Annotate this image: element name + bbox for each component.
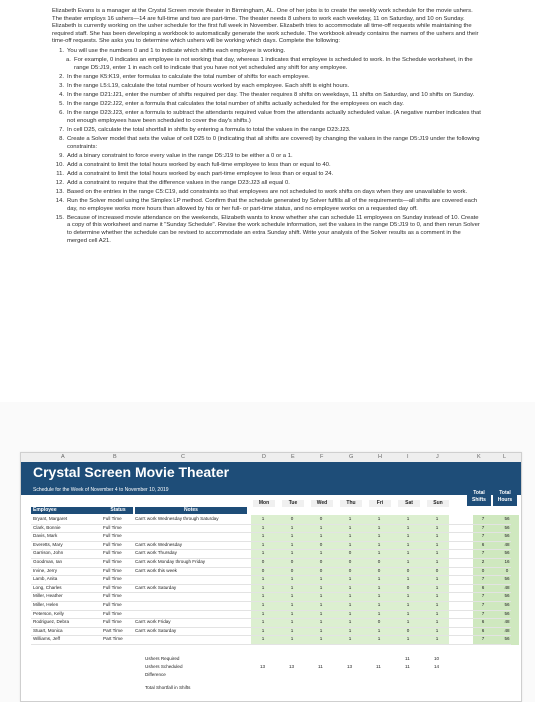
- shift-cell[interactable]: 1: [261, 541, 265, 547]
- shift-cell[interactable]: 0: [261, 559, 265, 564]
- header-total-hours[interactable]: Total Hours: [493, 490, 517, 506]
- shift-cell[interactable]: 0: [435, 567, 439, 573]
- column-letter[interactable]: C: [181, 454, 185, 460]
- shift-cell[interactable]: 1: [406, 602, 410, 607]
- shift-cell[interactable]: 1: [348, 627, 352, 633]
- step-3: [52, 83, 482, 91]
- shift-cell[interactable]: 1: [348, 576, 352, 582]
- employee-name-cell[interactable]: Garrison, John: [33, 550, 64, 556]
- shift-cell[interactable]: 1: [377, 524, 381, 530]
- notes-cell[interactable]: Can't work this week: [135, 567, 177, 573]
- notes-cell[interactable]: Can't work Monday through Friday: [135, 559, 206, 564]
- notes-cell[interactable]: [135, 592, 247, 601]
- sheet-title[interactable]: Crystal Screen Movie Theater: [33, 464, 230, 480]
- title-band: [21, 462, 521, 486]
- column-letter[interactable]: E: [291, 454, 295, 460]
- employee-name-cell[interactable]: Long, Charles: [33, 584, 62, 590]
- notes-cell[interactable]: Can't work Wednesday: [135, 541, 183, 547]
- step-text: Based on the entries in the range C5:C19, add constraints so that employees are not scheduled to work shifts on days when they are unavailable to work.: [67, 188, 468, 195]
- status-cell[interactable]: Full Time: [103, 524, 122, 530]
- shift-cell[interactable]: 1: [319, 550, 323, 556]
- step-text: Add a constraint to limit the total hours worked by each full-time employee to less than or equal to 40.: [67, 161, 331, 168]
- total-shifts-cell[interactable]: 0: [481, 567, 485, 573]
- shift-cell[interactable]: 1: [435, 533, 439, 539]
- shift-cell[interactable]: 1: [348, 541, 352, 547]
- shift-cell[interactable]: 1: [290, 533, 294, 539]
- step-5: [52, 101, 482, 109]
- header-day[interactable]: Thu: [340, 500, 362, 507]
- shift-cell[interactable]: 1: [377, 610, 381, 616]
- status-cell[interactable]: Full Time: [103, 541, 122, 547]
- total-shifts-cell[interactable]: 7: [481, 550, 485, 556]
- shift-cell[interactable]: 0: [319, 541, 323, 547]
- scheduled-value-cell[interactable]: 13: [347, 664, 353, 669]
- shift-cell[interactable]: 1: [290, 584, 294, 590]
- header-notes[interactable]: Notes: [135, 507, 247, 514]
- scheduled-value-cell[interactable]: 11: [405, 664, 410, 669]
- status-cell[interactable]: Full Time: [103, 593, 122, 599]
- shift-cell[interactable]: 1: [348, 524, 352, 530]
- shift-cell[interactable]: 1: [319, 584, 323, 590]
- shift-cell[interactable]: 0: [377, 559, 381, 564]
- shift-cell[interactable]: 1: [406, 559, 410, 564]
- status-cell[interactable]: Full Time: [103, 533, 122, 539]
- shift-cell[interactable]: 0: [406, 567, 410, 573]
- total-hours-cell[interactable]: 56: [504, 533, 510, 539]
- step-number: 12.: [55, 179, 64, 186]
- column-letter[interactable]: F: [320, 454, 324, 460]
- shift-cell[interactable]: 1: [348, 533, 352, 539]
- total-shifts-cell[interactable]: 7: [481, 602, 485, 607]
- total-shortfall-label: Total Shortfall in Shifts: [145, 685, 191, 690]
- shift-cell[interactable]: 1: [435, 619, 439, 625]
- notes-cell[interactable]: Can't work Saturday: [135, 627, 177, 633]
- step-number: 10.: [55, 161, 64, 168]
- status-cell[interactable]: Full Time: [103, 619, 122, 625]
- shift-cell[interactable]: 1: [348, 516, 352, 521]
- total-hours-cell[interactable]: 48: [504, 619, 510, 625]
- instructions-text: [52, 8, 482, 247]
- step-number: 4.: [59, 91, 64, 98]
- subtitle-band: [21, 486, 521, 495]
- step-number: 5.: [59, 101, 64, 108]
- total-shifts-cell[interactable]: 6: [481, 541, 485, 547]
- status-cell[interactable]: Full Time: [103, 602, 122, 607]
- instructions-intro: Elizabeth Evans is a manager at the Crystal Screen movie theater in Birmingham, AL. One of her jobs is to create the weekly work schedule for the movie ushers. The theater employs 16 ushers—14 are full-time and two are part-time. The theater needs 8 ushers to work each weekday, 11 on Saturday, and 10 on Sunday. Elizabeth is currently working on the usher schedule for the first full week in November. Elizabeth tries to accommodate all time-off requests while maintaining the required staff. She has been developing a workbook to automatically generate the work schedule. The workbook already contains the names of the ushers and their time-off requests. She asks you to determine which ushers will be working which days. Complete the following:: [52, 8, 479, 45]
- header-day[interactable]: Sun: [427, 500, 449, 507]
- notes-cell[interactable]: Can't work Thursday: [135, 550, 177, 556]
- step-text: In the range L5:L19, calculate the total number of hours worked by each employee. Each shift is eight hours.: [67, 82, 350, 89]
- shift-cell[interactable]: 1: [435, 524, 439, 530]
- step-text: In the range K5:K19, enter formulas to calculate the total number of shifts for each employee.: [67, 73, 310, 80]
- total-hours-cell[interactable]: 16: [504, 559, 510, 564]
- shift-cell[interactable]: 1: [290, 636, 294, 642]
- step-number: 7.: [59, 126, 64, 133]
- employee-name-cell[interactable]: Clark, Bonnie: [33, 524, 61, 530]
- total-hours-cell[interactable]: 56: [504, 516, 510, 521]
- status-cell[interactable]: Full Time: [103, 550, 122, 556]
- shift-cell[interactable]: 1: [377, 533, 381, 539]
- shift-cell[interactable]: 1: [406, 516, 410, 521]
- required-value-cell[interactable]: 10: [434, 656, 440, 661]
- header-day[interactable]: Tue: [282, 500, 304, 507]
- employee-name-cell[interactable]: Miller, Heather: [33, 593, 63, 599]
- required-value-cell[interactable]: 11: [405, 656, 410, 661]
- shift-cell[interactable]: 0: [348, 550, 352, 556]
- notes-cell[interactable]: [135, 524, 247, 533]
- step-11: [52, 171, 482, 179]
- shift-cell[interactable]: 1: [348, 610, 352, 616]
- shift-cell[interactable]: 1: [435, 602, 439, 607]
- total-hours-cell[interactable]: 56: [504, 610, 510, 616]
- total-shifts-cell[interactable]: 7: [481, 576, 485, 582]
- step-number: 9.: [59, 152, 64, 159]
- header-status[interactable]: Status: [103, 507, 133, 514]
- shift-cell[interactable]: 1: [261, 576, 265, 582]
- shift-cell[interactable]: 1: [348, 636, 352, 642]
- shift-cell[interactable]: 1: [348, 602, 352, 607]
- shift-cell[interactable]: 1: [406, 636, 410, 642]
- shift-cell[interactable]: 1: [435, 610, 439, 616]
- shift-cell[interactable]: 1: [261, 610, 265, 616]
- step-number: 1.: [59, 47, 64, 54]
- total-hours-cell[interactable]: 0: [505, 567, 509, 573]
- step-number: 6.: [59, 110, 64, 117]
- step-text: Add a constraint to limit the total hours worked by each part-time employee to less than or equal to 24.: [67, 170, 334, 177]
- shift-cell[interactable]: 1: [348, 584, 352, 590]
- step-text: In the range D23:J23, enter a formula to subtract the attendants required value from the attendants actually scheduled value. (A negative number indicates that not enough employees have been scheduled to cover the day's shifts.): [67, 110, 481, 124]
- status-cell[interactable]: Full Time: [103, 576, 122, 582]
- shift-cell[interactable]: 1: [406, 610, 410, 616]
- header-day[interactable]: Sat: [398, 500, 420, 507]
- step-number: 2.: [59, 73, 64, 80]
- employee-name-cell[interactable]: Stuart, Monica: [33, 627, 63, 633]
- shift-cell[interactable]: 1: [435, 516, 439, 521]
- status-cell[interactable]: Full Time: [103, 567, 122, 573]
- step-text: Run the Solver model using the Simplex LP method. Confirm that the schedule generated by Solver fulfills all of the requirements—all shifts are covered each day, no employee works more hours than allowed by his or her full- or part-time status, and no employee works on a requested day off.: [67, 198, 478, 212]
- status-cell[interactable]: Part Time: [103, 627, 123, 633]
- sheet-subtitle[interactable]: Schedule for the Week of November 4 to November 10, 2019: [33, 487, 169, 493]
- shift-cell[interactable]: 1: [377, 593, 381, 599]
- total-shifts-cell[interactable]: 6: [481, 584, 485, 590]
- total-hours-cell[interactable]: 48: [504, 541, 510, 547]
- shift-cell[interactable]: 1: [406, 524, 410, 530]
- shift-cell[interactable]: 1: [377, 627, 381, 633]
- status-cell[interactable]: Part Time: [103, 636, 123, 642]
- employee-name-cell[interactable]: Rodriguez, Debra: [33, 619, 70, 625]
- total-hours-cell[interactable]: 56: [504, 602, 510, 607]
- total-shifts-cell[interactable]: 7: [481, 533, 485, 539]
- employee-name-cell[interactable]: Peterson, Kelly: [33, 610, 64, 616]
- notes-cell[interactable]: [135, 601, 247, 610]
- shift-cell[interactable]: 1: [319, 533, 323, 539]
- shift-cell[interactable]: 1: [377, 550, 381, 556]
- shift-cell[interactable]: 1: [261, 627, 265, 633]
- employee-name-cell[interactable]: Goodman, Ian: [33, 559, 63, 564]
- shift-cell[interactable]: 1: [261, 602, 265, 607]
- shift-cell[interactable]: 1: [261, 524, 265, 530]
- shift-cell[interactable]: 1: [435, 584, 439, 590]
- scheduled-value-cell[interactable]: 11: [318, 664, 323, 669]
- employee-name-cell[interactable]: Lamb, Anita: [33, 576, 58, 582]
- step-number: 8.: [59, 135, 64, 142]
- shift-cell[interactable]: 1: [319, 619, 323, 625]
- step-text: In the range D21:J21, enter the number of shifts required per day. The theater requires 8 shifts on weekdays, 11 shifts on Saturday, and 10 shifts on Sunday.: [67, 91, 475, 98]
- shift-cell[interactable]: 1: [319, 524, 323, 530]
- scheduled-value-cell[interactable]: 11: [376, 664, 381, 669]
- step-9: [52, 153, 482, 161]
- column-letter[interactable]: J: [436, 454, 439, 460]
- shift-cell[interactable]: 1: [377, 576, 381, 582]
- step-text: In the range D22:J22, enter a formula that calculates the total number of shifts actually scheduled for the employees on each day.: [67, 101, 404, 108]
- total-shifts-cell[interactable]: 6: [481, 619, 485, 625]
- shift-cell[interactable]: 0: [290, 516, 294, 521]
- employee-name-cell[interactable]: Bryant, Margaret: [33, 516, 68, 521]
- shift-cell[interactable]: 1: [261, 533, 265, 539]
- employee-name-cell[interactable]: Miller, Helen: [33, 602, 59, 607]
- total-shifts-cell[interactable]: 2: [481, 559, 485, 564]
- step-text: Add a binary constraint to force every value in the range D5:J19 to be either a 0 or a 1.: [67, 152, 293, 159]
- shift-cell[interactable]: 1: [290, 593, 294, 599]
- difference-label: Difference: [145, 672, 166, 677]
- shift-cell[interactable]: 0: [348, 567, 352, 573]
- shift-cell[interactable]: 1: [406, 619, 410, 625]
- step-10: [52, 162, 482, 170]
- substep-text: For example, 0 indicates an employee is not working that day, whereas 1 indicates that employee is scheduled to work. In the Schedule worksheet, in the range D5:J19, enter 1 in each cell to indicate that you have not yet scheduled any shift for any employee.: [74, 57, 473, 71]
- shift-cell[interactable]: 1: [377, 636, 381, 642]
- shift-cell[interactable]: 1: [319, 627, 323, 633]
- shift-cell[interactable]: 1: [261, 619, 265, 625]
- step-number: 11.: [56, 170, 64, 177]
- shift-cell[interactable]: 1: [319, 593, 323, 599]
- step-number: 13.: [55, 188, 64, 195]
- column-letter[interactable]: H: [378, 454, 382, 460]
- notes-cell[interactable]: [135, 532, 247, 541]
- shift-cell[interactable]: 1: [435, 627, 439, 633]
- header-day[interactable]: Fri: [369, 500, 391, 507]
- step-13: [52, 189, 482, 197]
- shift-cell[interactable]: 1: [377, 584, 381, 590]
- shift-cell[interactable]: 1: [348, 619, 352, 625]
- status-cell[interactable]: Full Time: [103, 584, 122, 590]
- shift-cell[interactable]: 1: [435, 576, 439, 582]
- shift-cell[interactable]: 0: [290, 567, 294, 573]
- header-employee[interactable]: Employee: [31, 507, 103, 514]
- scheduled-value-cell[interactable]: 14: [434, 664, 440, 669]
- header-day[interactable]: Mon: [253, 500, 275, 507]
- shift-cell[interactable]: 0: [290, 559, 294, 564]
- shift-cell[interactable]: 1: [290, 627, 294, 633]
- shift-cell[interactable]: 1: [348, 593, 352, 599]
- step-text: Because of increased movie attendance on the weekends, Elizabeth wants to know whether she can schedule 11 employees on Sunday instead of 10. Create a copy of this worksheet and name it "Sunday Schedule". Revise the work schedule information, set the values in the range D5:J19 to 0, and then rerun Solver to determine whether the schedule can be revised to accommodate an extra Sunday shift. Write your analysis of the Solver results as a comment in the merged cell A21.: [67, 214, 480, 244]
- header-day[interactable]: Wed: [311, 500, 333, 507]
- shift-cell[interactable]: 1: [290, 550, 294, 556]
- step-text: In cell D25, calculate the total shortfall in shifts by entering a formula to total the values in the range D23:J23.: [67, 126, 351, 133]
- shift-cell[interactable]: 1: [406, 593, 410, 599]
- shift-cell[interactable]: 1: [261, 593, 265, 599]
- step-text: You will use the numbers 0 and 1 to indicate which shifts each employee is working.: [67, 47, 286, 54]
- step-number: 3.: [59, 82, 64, 89]
- total-shifts-cell[interactable]: 6: [481, 627, 485, 633]
- ushers-required-label: Ushers Required: [145, 656, 180, 661]
- shift-cell[interactable]: 1: [435, 559, 439, 564]
- column-letter[interactable]: K: [477, 454, 481, 460]
- status-cell[interactable]: Full Time: [103, 516, 122, 521]
- notes-cell[interactable]: Can't work Friday: [135, 619, 171, 625]
- step-7: [52, 127, 482, 135]
- shift-cell[interactable]: 1: [319, 576, 323, 582]
- shift-cell[interactable]: 1: [435, 541, 439, 547]
- total-hours-cell[interactable]: 56: [504, 636, 510, 642]
- shift-cell[interactable]: 1: [435, 636, 439, 642]
- total-shifts-cell[interactable]: 7: [481, 636, 485, 642]
- shift-cell[interactable]: 0: [261, 567, 265, 573]
- total-hours-cell[interactable]: 56: [504, 524, 510, 530]
- status-cell[interactable]: Full Time: [103, 559, 122, 564]
- shift-cell[interactable]: 0: [319, 516, 323, 521]
- shift-cell[interactable]: 1: [406, 541, 410, 547]
- total-shifts-cell[interactable]: 7: [481, 524, 485, 530]
- step-number: 15.: [55, 214, 64, 221]
- shift-cell[interactable]: 1: [435, 593, 439, 599]
- shift-cell[interactable]: 1: [261, 550, 265, 556]
- column-letter[interactable]: I: [407, 454, 409, 460]
- shift-cell[interactable]: 0: [348, 559, 352, 564]
- notes-cell[interactable]: [135, 610, 247, 619]
- shift-cell[interactable]: 0: [319, 567, 323, 573]
- shift-cell[interactable]: 1: [377, 516, 381, 521]
- shift-cell[interactable]: 1: [290, 541, 294, 547]
- notes-cell[interactable]: Can't work Wednesday through Saturday: [135, 516, 219, 521]
- notes-cell[interactable]: [135, 575, 247, 584]
- total-shifts-cell[interactable]: 7: [481, 593, 485, 599]
- shift-cell[interactable]: 1: [377, 541, 381, 547]
- employee-name-cell[interactable]: Williams, Jeff: [33, 636, 60, 642]
- status-cell[interactable]: Full Time: [103, 610, 122, 616]
- column-letter[interactable]: G: [349, 454, 354, 460]
- shift-cell[interactable]: 0: [406, 584, 410, 590]
- shift-cell[interactable]: 1: [406, 576, 410, 582]
- table-row[interactable]: [31, 635, 511, 645]
- shift-cell[interactable]: 1: [261, 636, 265, 642]
- shift-cell[interactable]: 1: [290, 610, 294, 616]
- shift-cell[interactable]: 0: [377, 619, 381, 625]
- employee-name-cell[interactable]: Irvine, Jerry: [33, 567, 57, 573]
- shift-cell[interactable]: 0: [377, 567, 381, 573]
- step-4: [52, 92, 482, 100]
- step-1a: [66, 57, 482, 72]
- shift-cell[interactable]: 1: [319, 636, 323, 642]
- shift-cell[interactable]: 1: [261, 584, 265, 590]
- step-2: [52, 74, 482, 82]
- step-12: [52, 180, 482, 188]
- employee-name-cell[interactable]: Everetts, Mary: [33, 541, 63, 547]
- shift-cell[interactable]: 1: [290, 619, 294, 625]
- shift-cell[interactable]: 1: [406, 550, 410, 556]
- shift-cell[interactable]: 1: [406, 533, 410, 539]
- total-shifts-cell[interactable]: 7: [481, 516, 485, 521]
- shift-cell[interactable]: 1: [290, 576, 294, 582]
- schedule-worksheet[interactable]: [20, 452, 522, 702]
- total-hours-cell[interactable]: 56: [504, 593, 510, 599]
- shift-cell[interactable]: 1: [319, 602, 323, 607]
- column-letter[interactable]: D: [262, 454, 266, 460]
- notes-cell[interactable]: Can't work Saturday: [135, 584, 177, 590]
- step-text: Add a constraint to require that the difference values in the range D23:J23 all equal 0.: [67, 179, 290, 186]
- column-letter[interactable]: L: [503, 454, 507, 460]
- shift-cell[interactable]: 1: [290, 602, 294, 607]
- total-hours-cell[interactable]: 56: [504, 550, 510, 556]
- shift-cell[interactable]: 1: [290, 524, 294, 530]
- step-6: [52, 110, 482, 125]
- substep-letter: a.: [66, 57, 71, 64]
- step-number: 14.: [55, 198, 64, 205]
- shift-cell[interactable]: 0: [319, 559, 323, 564]
- header-total-shifts[interactable]: Total Shifts: [467, 490, 491, 506]
- shift-cell[interactable]: 1: [319, 610, 323, 616]
- column-letter[interactable]: A: [61, 454, 65, 460]
- total-hours-cell[interactable]: 56: [504, 576, 510, 582]
- notes-cell[interactable]: [135, 635, 247, 644]
- shift-cell[interactable]: 0: [406, 627, 410, 633]
- scheduled-value-cell[interactable]: 13: [260, 664, 266, 669]
- ushers-scheduled-label: Ushers Scheduled: [145, 664, 183, 669]
- column-letter[interactable]: B: [113, 454, 117, 460]
- step-1: [52, 48, 482, 56]
- employee-name-cell[interactable]: Davis, Mark: [33, 533, 58, 539]
- step-text: Create a Solver model that sets the value of cell D25 to 0 (indicating that all shifts are covered) by changing the values in the range D5:J19 under the following constraints:: [67, 135, 480, 150]
- total-shifts-cell[interactable]: 7: [481, 610, 485, 616]
- step-14: [52, 198, 482, 213]
- total-hours-cell[interactable]: 48: [504, 584, 510, 590]
- scheduled-value-cell[interactable]: 13: [289, 664, 295, 669]
- total-hours-cell[interactable]: 48: [504, 627, 510, 633]
- step-15: [52, 215, 482, 245]
- shift-cell[interactable]: 1: [377, 602, 381, 607]
- shift-cell[interactable]: 1: [261, 516, 265, 521]
- step-8: [52, 136, 482, 151]
- shift-cell[interactable]: 1: [435, 550, 439, 556]
